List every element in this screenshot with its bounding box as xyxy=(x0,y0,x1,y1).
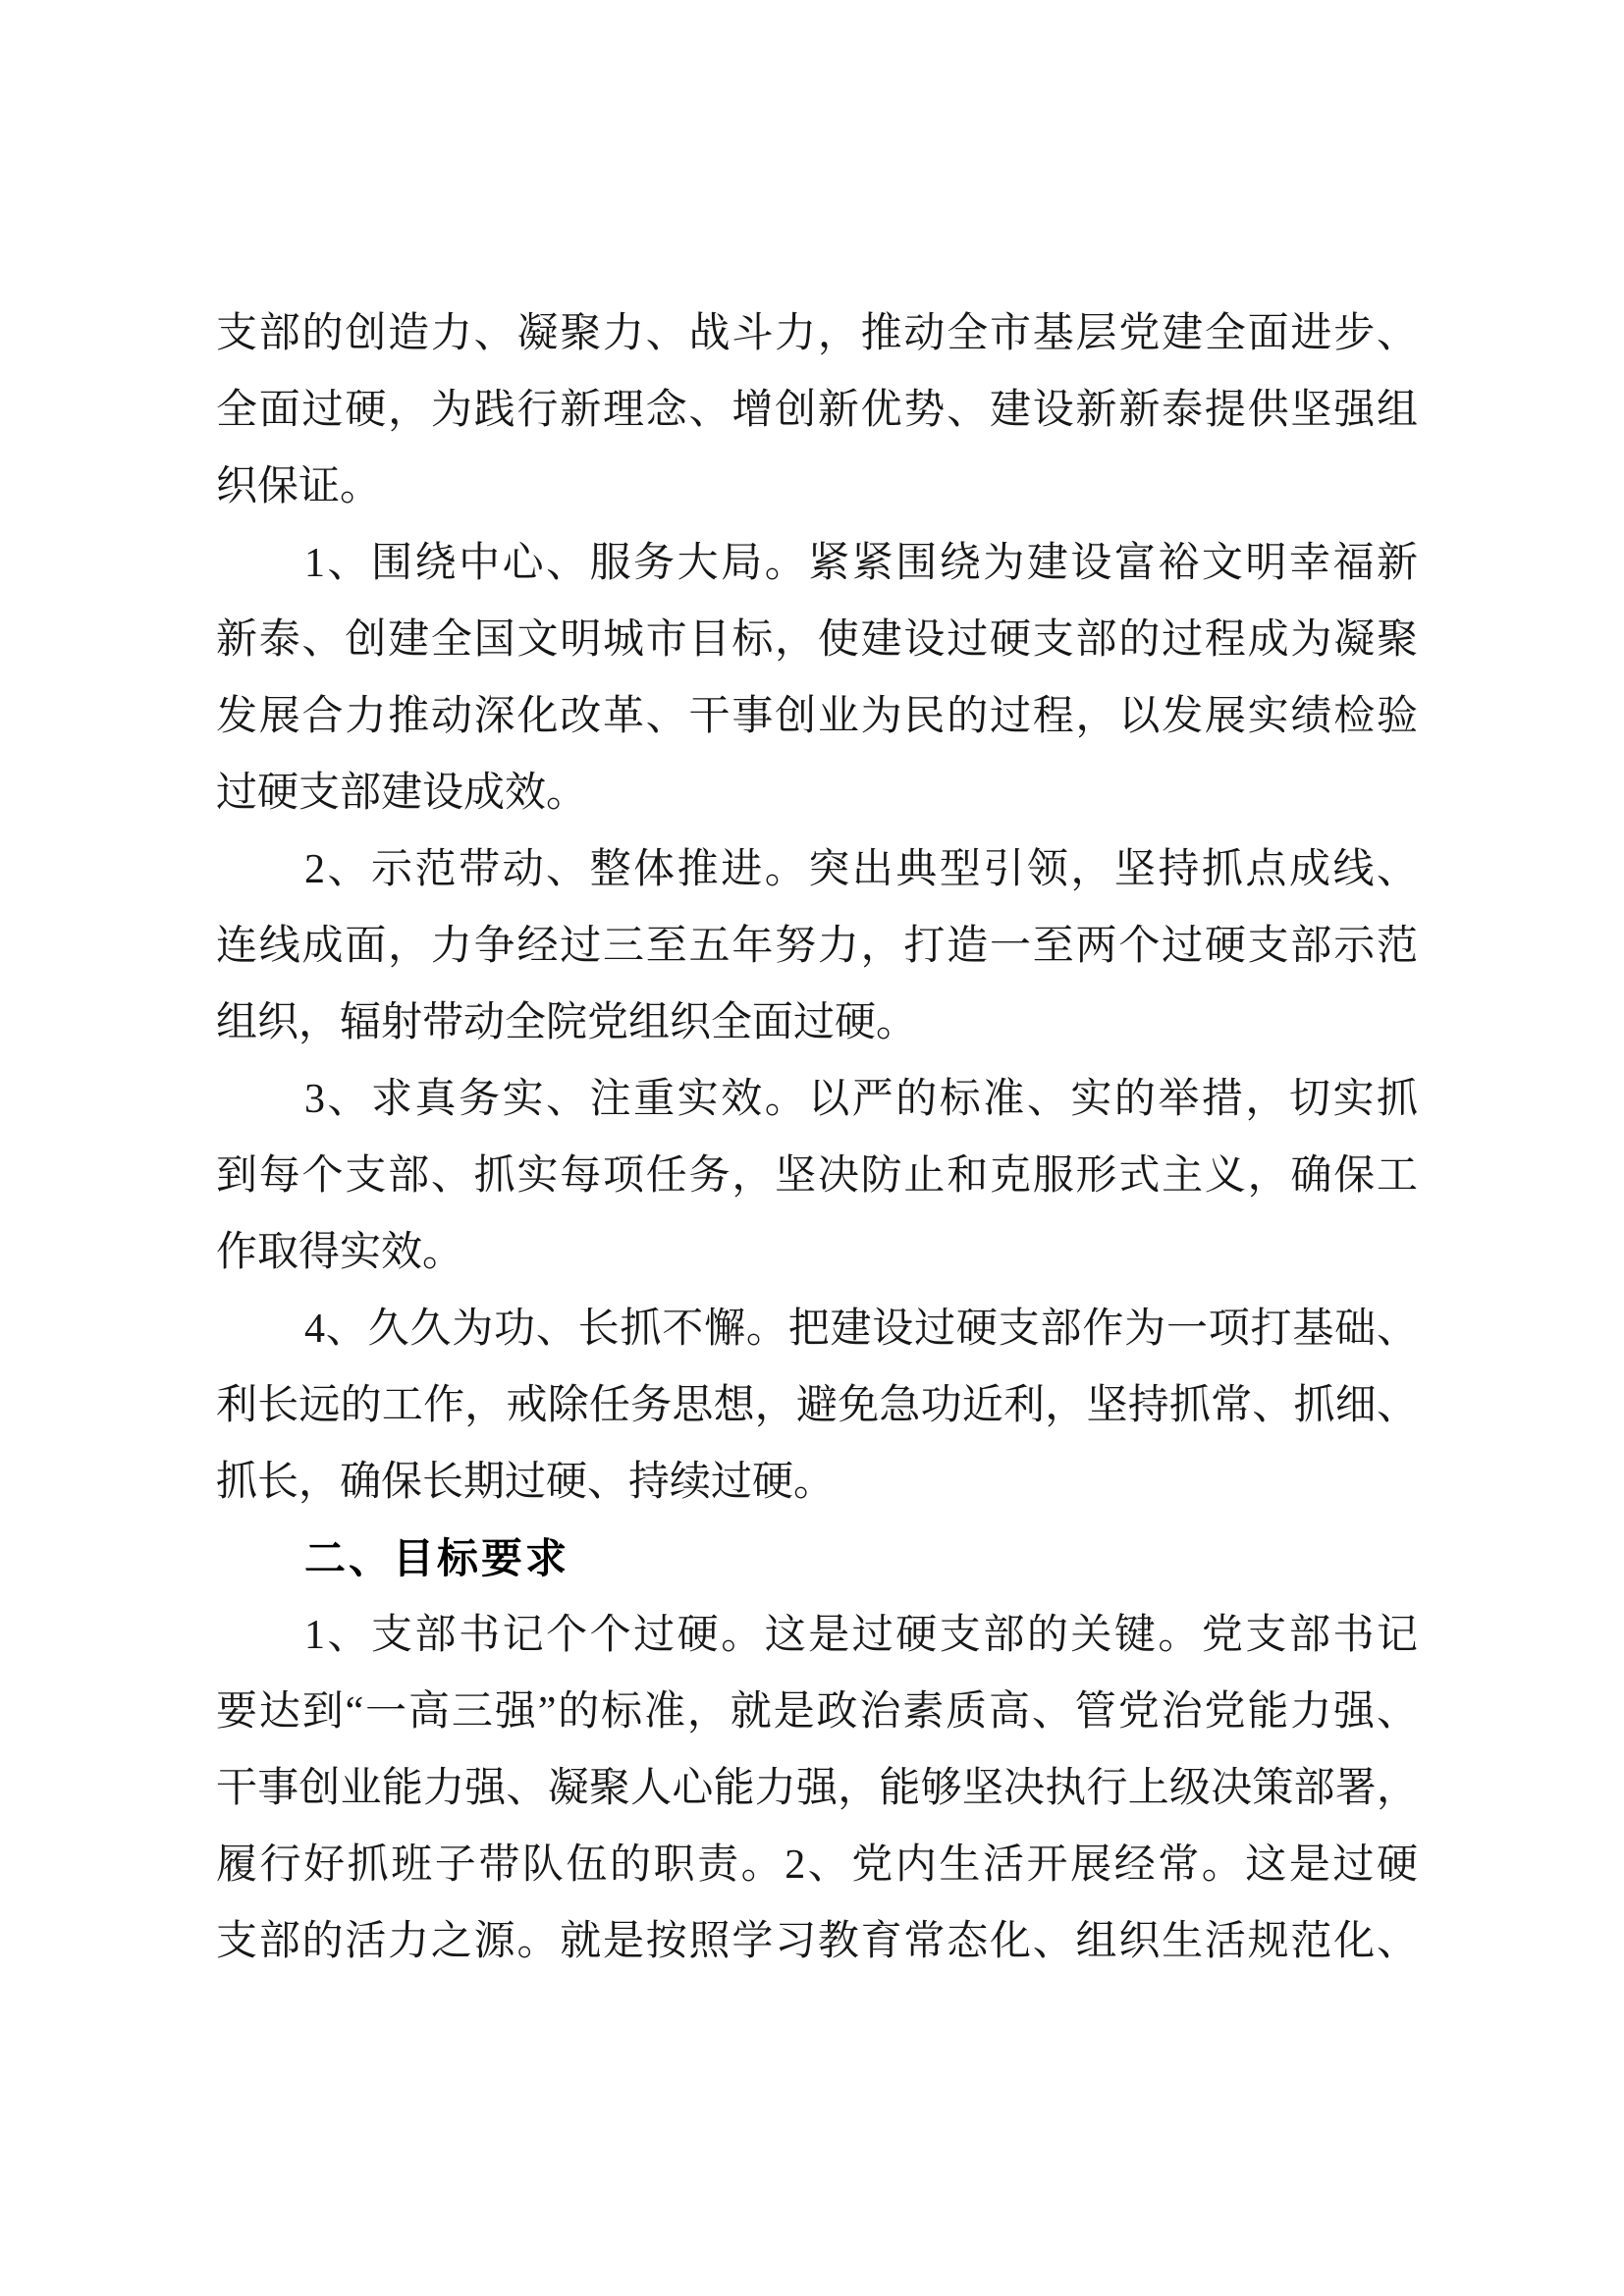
point-4-title: 4、久久为功、长抓不懈。 xyxy=(304,1307,788,1352)
goal-2-title: 2、党内生活开展经常。 xyxy=(785,1842,1246,1888)
text-line: 全面过硬，为践行新理念、增创新优势、建设新新泰提供坚强组 xyxy=(216,388,1418,433)
line-text: 把建设过硬支部作为一项打基础、 xyxy=(787,1307,1418,1352)
text-line: 要达到“一高三强”的标准，就是政治素质高、管党治党能力强、 xyxy=(216,1689,1418,1735)
text-line: 织保证。 xyxy=(216,464,382,509)
text-line xyxy=(216,1061,1418,1138)
text-line xyxy=(216,831,1418,908)
goal-1-title: 1、支部书记个个过硬。 xyxy=(304,1613,765,1658)
paragraph-goals-1 xyxy=(216,1597,1418,1980)
line-text: 以严的标准、实的举措，切实抓 xyxy=(808,1077,1418,1122)
text-line xyxy=(216,1827,1418,1903)
text-block xyxy=(216,295,1418,1980)
text-line: 过硬支部建设成效。 xyxy=(216,771,588,816)
section-heading-text: 二、目标要求 xyxy=(304,1535,570,1581)
text-line: 支部的活力之源。就是按照学习教育常态化、组织生活规范化、 xyxy=(216,1919,1418,1964)
point-2-title: 2、示范带动、整体推进。 xyxy=(304,847,809,892)
text-line xyxy=(216,1597,1418,1674)
text-line: 连线成面，力争经过三至五年努力，打造一至两个过硬支部示范 xyxy=(216,924,1418,969)
text-line: 支部的创造力、凝聚力、战斗力，推动全市基层党建全面进步、 xyxy=(216,311,1418,356)
line-text: 突出典型引领，坚持抓点成线、 xyxy=(808,847,1418,892)
paragraph-point-4 xyxy=(216,1291,1418,1521)
text-line: 组织，辐射带动全院党组织全面过硬。 xyxy=(216,1000,918,1045)
text-line: 作取得实效。 xyxy=(216,1230,464,1275)
paragraph-continued xyxy=(216,295,1418,525)
text-line: 新泰、创建全国文明城市目标，使建设过硬支部的过程成为凝聚 xyxy=(216,617,1418,663)
point-1-title: 1、围绕中心、服务大局。 xyxy=(304,541,809,586)
line-text: 这是过硬 xyxy=(1245,1842,1418,1888)
text-line xyxy=(216,525,1418,602)
paragraph-point-1 xyxy=(216,525,1418,831)
point-3-title: 3、求真务实、注重实效。 xyxy=(304,1077,809,1122)
line-text: 紧紧围绕为建设富裕文明幸福新 xyxy=(808,541,1418,586)
section-heading xyxy=(216,1521,1418,1597)
text-line xyxy=(216,1291,1418,1367)
paragraph-point-3 xyxy=(216,1061,1418,1291)
text-line: 到每个支部、抓实每项任务，坚决防止和克服形式主义，确保工 xyxy=(216,1153,1418,1199)
paragraph-point-2 xyxy=(216,831,1418,1061)
text-line: 抓长，确保长期过硬、持续过硬。 xyxy=(216,1460,836,1505)
text-line: 干事创业能力强、凝聚人心能力强，能够坚决执行上级决策部署， xyxy=(216,1766,1418,1811)
line-text: 履行好抓班子带队伍的职责。 xyxy=(216,1842,785,1888)
text-line: 利长远的工作，戒除任务思想，避免急功近利，坚持抓常、抓细、 xyxy=(216,1383,1418,1428)
line-text: 这是过硬支部的关键。党支部书记 xyxy=(764,1613,1418,1658)
text-line: 发展合力推动深化改革、干事创业为民的过程，以发展实绩检验 xyxy=(216,694,1418,739)
